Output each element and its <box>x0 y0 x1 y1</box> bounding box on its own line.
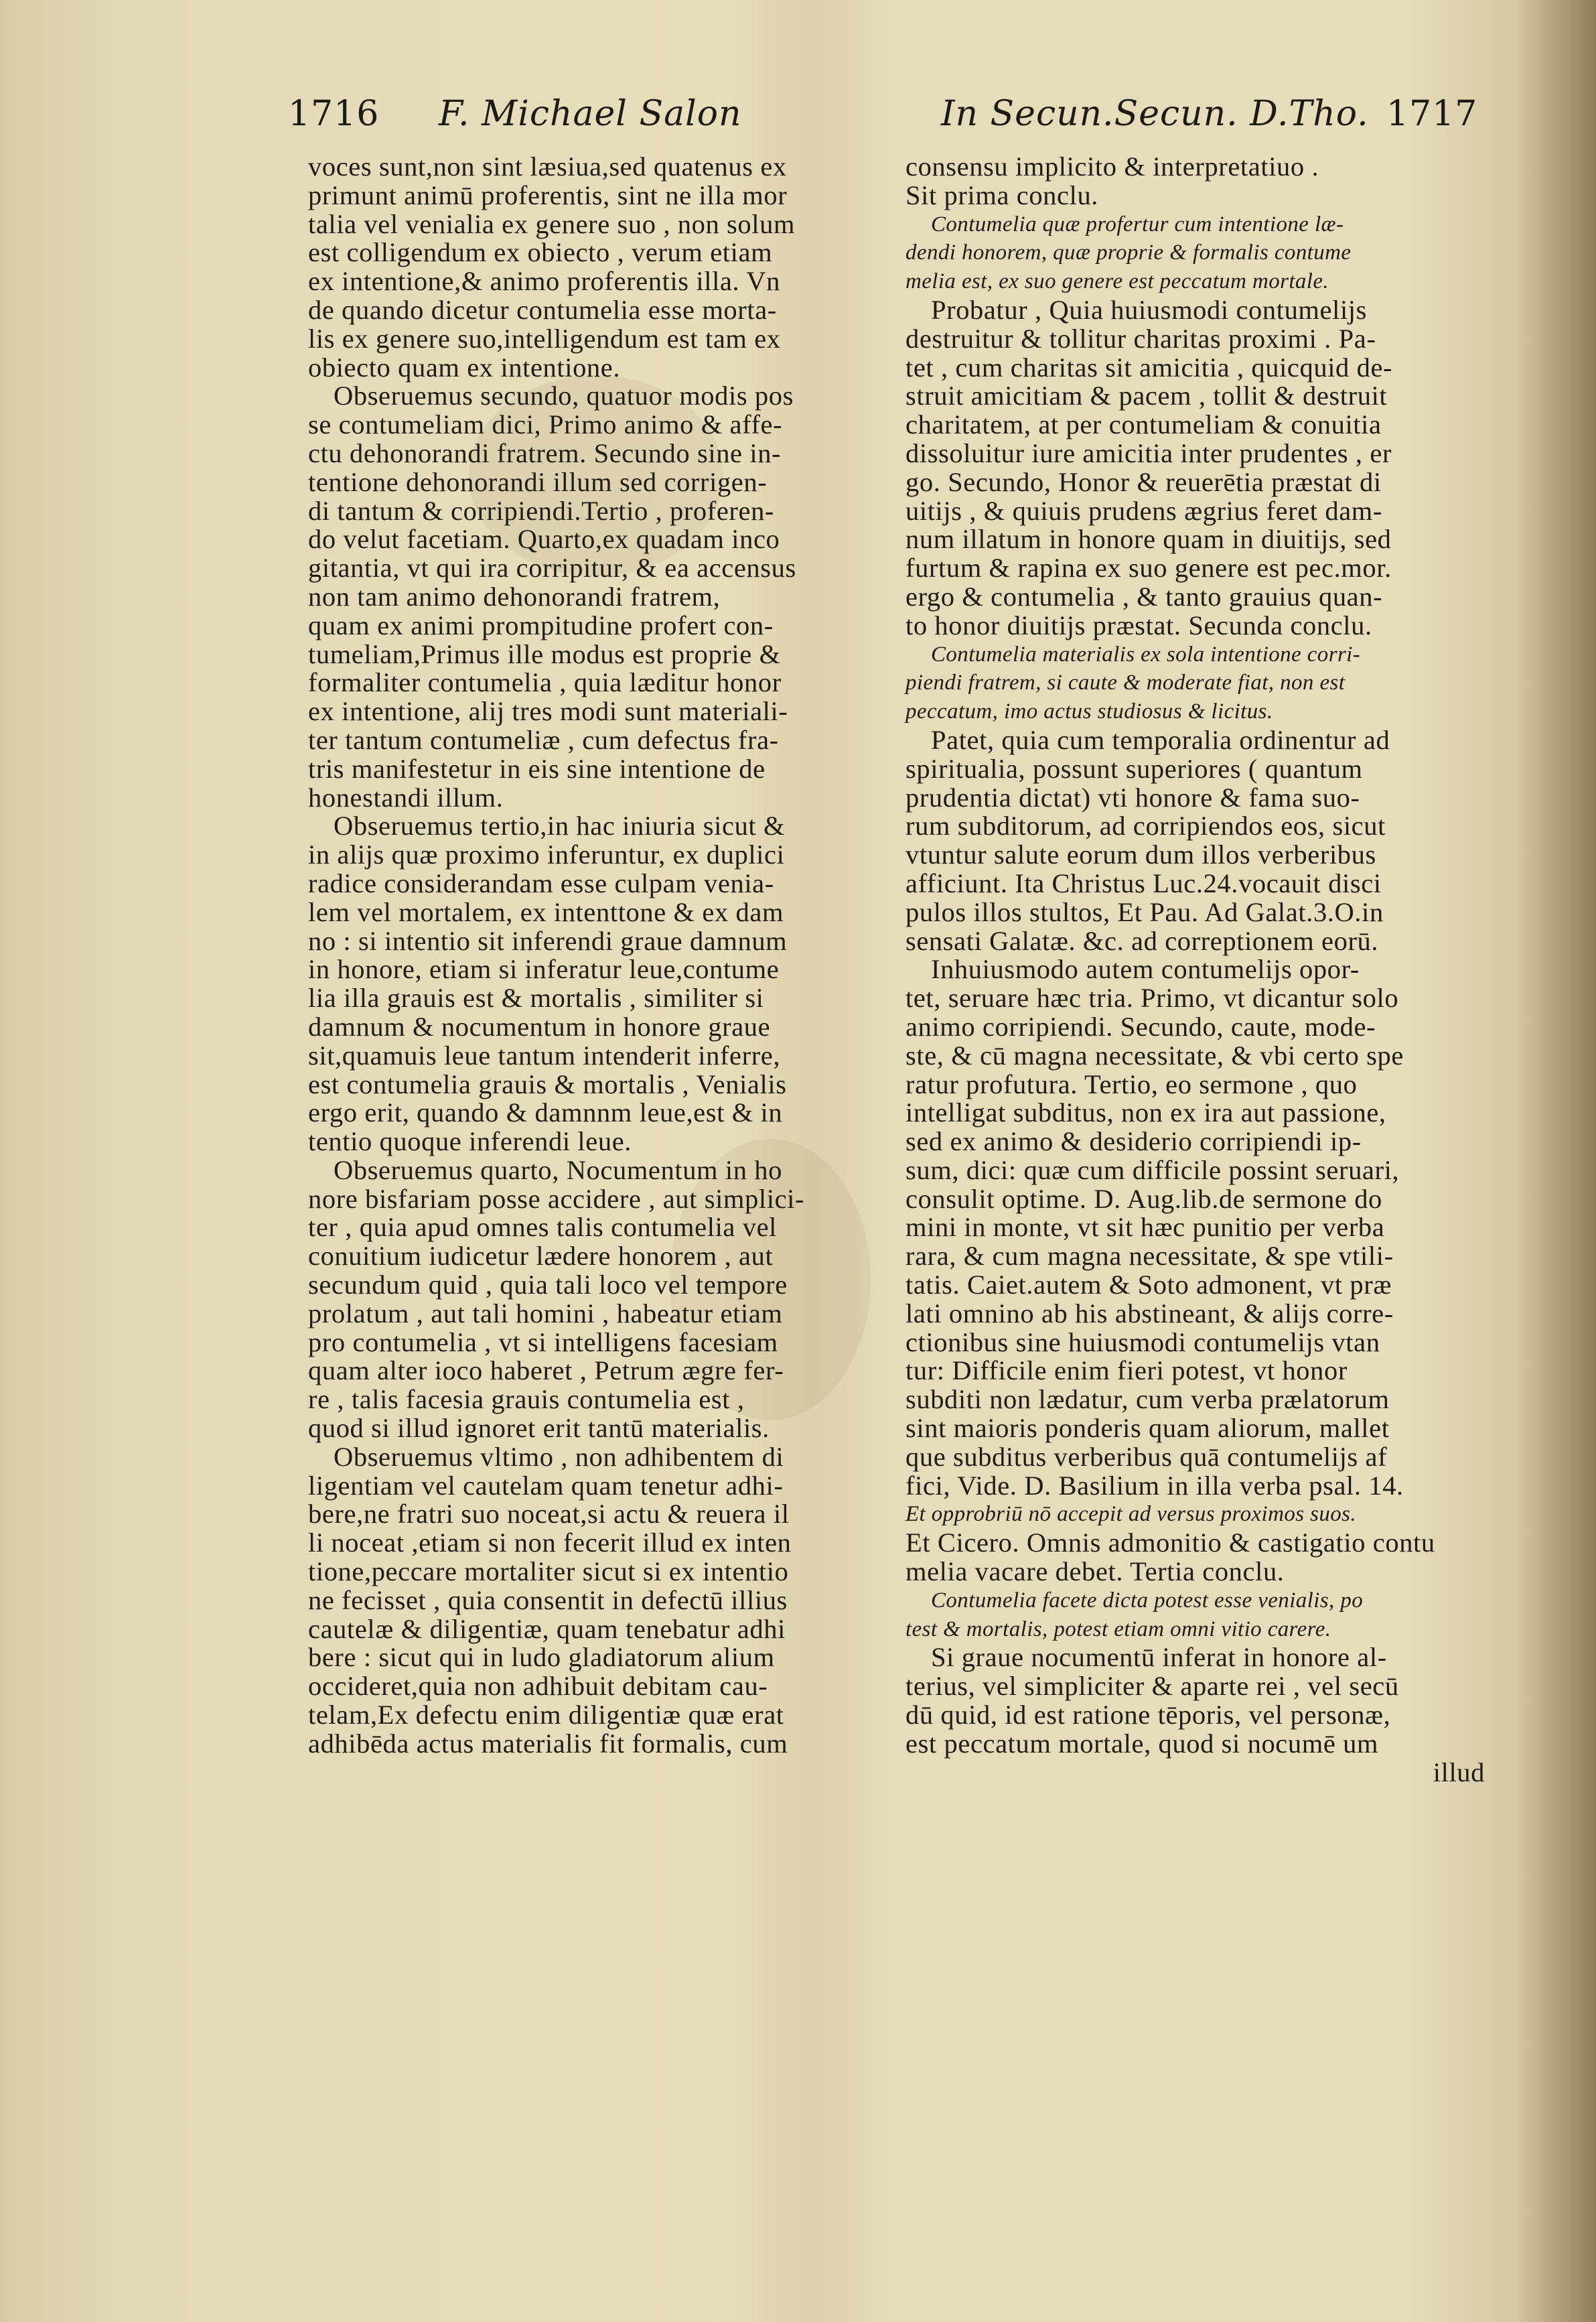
text-line: lati omnino ab his abstineant, & alijs corre- <box>905 1298 1394 1328</box>
text-line: Contumelia facete dicta potest esse venialis, po <box>931 1588 1364 1613</box>
text-line: to honor diuitijs præstat. Secunda conclu. <box>905 610 1372 640</box>
text-line: Contumelia materialis ex sola intentione corri- <box>931 642 1361 667</box>
text-line: charitatem, at per contumeliam & conuitia <box>905 409 1382 440</box>
text-line: tet, seruare hæc tria. Primo, vt dicantur solo <box>905 983 1399 1014</box>
text-line: ctu dehonorandi fratrem. Secundo sine in- <box>308 437 782 468</box>
text-line: sint maioris ponderis quam aliorum, mallet <box>905 1413 1390 1444</box>
text-line: sensati Galatæ. &c. ad correptionem eorū. <box>905 925 1379 956</box>
text-line: voces sunt,non sint læsiua,sed quatenus ex <box>308 151 787 182</box>
text-line: de quando dicetur contumelia esse morta- <box>308 294 777 325</box>
text-line: talia vel venialia ex genere suo , non solum <box>308 208 796 239</box>
text-line: Si graue nocumentū inferat in honore al- <box>931 1642 1387 1673</box>
text-line: Et opprobriū nō accepit ad versus proximos suos. <box>905 1502 1357 1527</box>
text-line: quam alter ioco haberet , Petrum ægre fer- <box>308 1355 784 1386</box>
text-line: furtum & rapina ex suo genere est pec.mor. <box>905 553 1392 584</box>
text-line: bere,ne fratri suo noceat,si actu & reuera il <box>308 1499 790 1529</box>
text-line: tumeliam,Primus ille modus est proprie & <box>308 638 781 669</box>
text-line: sum, dici: quæ cum difficile possint seruari, <box>905 1154 1400 1185</box>
text-line: intelligat subditus, non ex ira aut passione, <box>905 1097 1386 1128</box>
text-line: Obseruemus quarto, Nocumentum in ho <box>334 1154 783 1185</box>
text-line: conuitium iudicetur lædere honorem , aut <box>308 1241 774 1272</box>
text-line: rum subditorum, ad corripiendos eos, sicut <box>905 811 1386 841</box>
text-line: est contumelia grauis & mortalis , Venialis <box>308 1069 787 1099</box>
text-line: Inhuiusmodo autem contumelijs opor- <box>931 954 1360 985</box>
text-line: quam ex animi prompitudine profert con- <box>308 610 774 640</box>
text-line: gitantia, vt qui ira corripitur, & ea accensus <box>308 553 796 584</box>
text-line: ne fecisset , quia consentit in defectū illius <box>308 1584 788 1615</box>
text-line: lia illa grauis est & mortalis , similiter si <box>308 983 764 1014</box>
text-line: go. Secundo, Honor & reuerētia præstat di <box>905 466 1382 497</box>
text-line: piendi fratrem, si caute & moderate fiat, non est <box>905 671 1346 695</box>
text-line: telam,Ex defectu enim diligentiæ quæ erat <box>308 1700 784 1730</box>
text-line: tet , cum charitas sit amicitia , quicquid de- <box>905 352 1393 383</box>
text-line: Sit prima conclu. <box>905 180 1099 210</box>
text-line: struit amicitiam & pacem , tollit & destruit <box>905 381 1388 411</box>
text-line: honestandi illum. <box>308 782 504 813</box>
text-line: sed ex animo & desiderio corripiendi ip- <box>905 1126 1362 1157</box>
left-running-title: F. Michael Salon <box>439 94 742 134</box>
text-line: damnum & nocumentum in honore graue <box>308 1011 771 1042</box>
text-line: ergo erit, quando & damnnm leue,est & in <box>308 1097 783 1128</box>
text-line: ex intentione,& animo proferentis illa. Vn <box>308 266 780 297</box>
text-line: non tam animo dehonorandi fratrem, <box>308 581 721 612</box>
right-page-number: 1717 <box>1386 94 1478 134</box>
text-line: est colligendum ex obiecto , verum etiam <box>308 237 773 268</box>
text-line: ligentiam vel cautelam quam tenetur adhi- <box>308 1470 784 1501</box>
text-line: di tantum & corripiendi.Tertio , proferen- <box>308 495 775 526</box>
text-line: afficiunt. Ita Christus Luc.24.vocauit disci <box>905 868 1382 898</box>
text-line: Contumelia quæ profertur cum intentione læ- <box>931 212 1344 236</box>
text-line: Patet, quia cum temporalia ordinentur ad <box>931 724 1390 755</box>
text-line: occideret,quia non adhibuit debitam cau- <box>308 1671 768 1702</box>
text-line: tione,peccare mortaliter sicut si ex intentio <box>308 1556 789 1587</box>
text-line: in alijs quæ proximo inferuntur, ex duplici <box>308 839 785 870</box>
left-page-number: 1716 <box>288 94 380 134</box>
text-line: tentione dehonorandi illum sed corrigen- <box>308 466 768 497</box>
text-line: consulit optime. D. Aug.lib.de sermone do <box>905 1183 1382 1214</box>
text-line: tentio quoque inferendi leue. <box>308 1126 632 1157</box>
text-line: pulos illos stultos, Et Pau. Ad Galat.3.O.in <box>905 896 1384 927</box>
text-line: ergo & contumelia , & tanto grauius quan- <box>905 581 1383 612</box>
text-line: do velut facetiam. Quarto,ex quadam inco <box>308 524 780 555</box>
text-line: terius, vel simpliciter & aparte rei , vel secū <box>905 1671 1399 1702</box>
text-line: spiritualia, possunt superiores ( quantum <box>905 753 1363 784</box>
text-line: melia est, ex suo genere est peccatum mortale. <box>905 269 1329 294</box>
text-line: no : si intentio sit inferendi graue damnum <box>308 925 788 956</box>
text-line: vtuntur salute eorum dum illos verberibus <box>905 839 1376 870</box>
text-line: sit,quamuis leue tantum intenderit inferre, <box>308 1040 781 1071</box>
text-line: lis ex genere suo,intelligendum est tam ex <box>308 323 781 354</box>
text-line: est peccatum mortale, quod si nocumē um <box>905 1728 1379 1759</box>
text-line: test & mortalis, potest etiam omni vitio carere. <box>905 1617 1331 1641</box>
text-line: peccatum, imo actus studiosus & licitus. <box>905 699 1273 724</box>
text-line: bere : sicut qui in ludo gladiatorum alium <box>308 1642 775 1673</box>
text-line: dendi honorem, quæ proprie & formalis contume <box>905 241 1352 265</box>
text-line: Obseruemus vltimo , non adhibentem di <box>334 1441 784 1472</box>
text-line: mini in monte, vt sit hæc punitio per verba <box>905 1212 1385 1243</box>
text-line: destruitur & tollitur charitas proximi . Pa- <box>905 323 1376 354</box>
text-line: ter tantum contumeliæ , cum defectus fra- <box>308 724 779 755</box>
text-line: tris manifestetur in eis sine intentione de <box>308 753 766 784</box>
text-line: adhibēda actus materialis fit formalis, cum <box>308 1728 788 1759</box>
text-line: melia vacare debet. Tertia conclu. <box>905 1556 1285 1587</box>
text-line: pro contumelia , vt si intelligens facesiam <box>308 1326 778 1357</box>
text-line: obiecto quam ex intentione. <box>308 352 621 383</box>
text-line: radice considerandam esse culpam venia- <box>308 868 774 898</box>
text-line: consensu implicito & interpretatiuo . <box>905 151 1319 182</box>
text-line: tatis. Caiet.autem & Soto admonent, vt præ <box>905 1270 1392 1300</box>
text-line: fici, Vide. D. Basilium in illa verba psal. 14. <box>905 1470 1404 1501</box>
text-line: secundum quid , quia tali loco vel tempore <box>308 1270 788 1300</box>
text-line: subditi non lædatur, cum verba prælatorum <box>905 1384 1390 1415</box>
text-line: ratur profutura. Tertio, eo sermone , quo <box>905 1069 1358 1099</box>
text-line: cautelæ & diligentiæ, quam tenebatur adhi <box>308 1613 786 1644</box>
text-line: ste, & cū magna necessitate, & vbi certo spe <box>905 1040 1404 1071</box>
text-line: formaliter contumelia , quia læditur honor <box>308 667 782 698</box>
text-line: quod si illud ignoret erit tantū materialis. <box>308 1413 770 1444</box>
text-line: que subditus verberibus quā contumelijs af <box>905 1441 1388 1472</box>
text-line: ter , quia apud omnes talis contumelia vel <box>308 1212 778 1243</box>
text-line: re , talis facesia grauis contumelia est , <box>308 1384 745 1415</box>
text-line: rara, & cum magna necessitate, & spe vtili- <box>905 1241 1394 1272</box>
text-line: Obseruemus secundo, quatuor modis pos <box>334 381 794 411</box>
text-line: in honore, etiam si inferatur leue,contume <box>308 954 780 985</box>
text-line: dissoluitur iure amicitia inter prudentes , er <box>905 437 1392 468</box>
right-running-title: In Secun.Secun. D.Tho. <box>941 94 1369 134</box>
text-line: nore bisfariam posse accidere , aut simplici- <box>308 1183 805 1214</box>
left-text-column <box>308 153 877 1759</box>
text-line: lem vel mortalem, ex intenttone & ex dam <box>308 896 784 927</box>
text-line: num illatum in honore quam in diuitijs, sed <box>905 524 1392 555</box>
text-line: illud <box>1433 1757 1485 1787</box>
text-line: uitijs , & quiuis prudens ægrius feret dam- <box>905 495 1382 526</box>
text-line: li noceat ,etiam si non fecerit illud ex inten <box>308 1527 792 1558</box>
text-line: prolatum , aut tali homini , habeatur etiam <box>308 1298 783 1328</box>
text-line: prudentia dictat) vti honore & fama suo- <box>905 782 1360 813</box>
text-line: ex intentione, alij tres modi sunt materiali- <box>308 696 788 727</box>
text-line: Probatur , Quia huiusmodi contumelijs <box>931 294 1368 325</box>
text-line: se contumeliam dici, Primo animo & affe- <box>308 409 783 440</box>
text-line: primunt animū proferentis, sint ne illa mor <box>308 180 788 210</box>
text-line: animo corripiendi. Secundo, caute, mode- <box>905 1011 1376 1042</box>
text-line: ctionibus sine huiusmodi contumelijs vtan <box>905 1326 1380 1357</box>
text-line: Et Cicero. Omnis admonitio & castigatio contu <box>905 1527 1435 1558</box>
text-line: dū quid, id est ratione tēporis, vel personæ, <box>905 1700 1391 1730</box>
right-text-column <box>905 153 1485 1787</box>
text-line: Obseruemus tertio,in hac iniuria sicut & <box>334 811 786 841</box>
text-line: tur: Difficile enim fieri potest, vt honor <box>905 1355 1348 1386</box>
